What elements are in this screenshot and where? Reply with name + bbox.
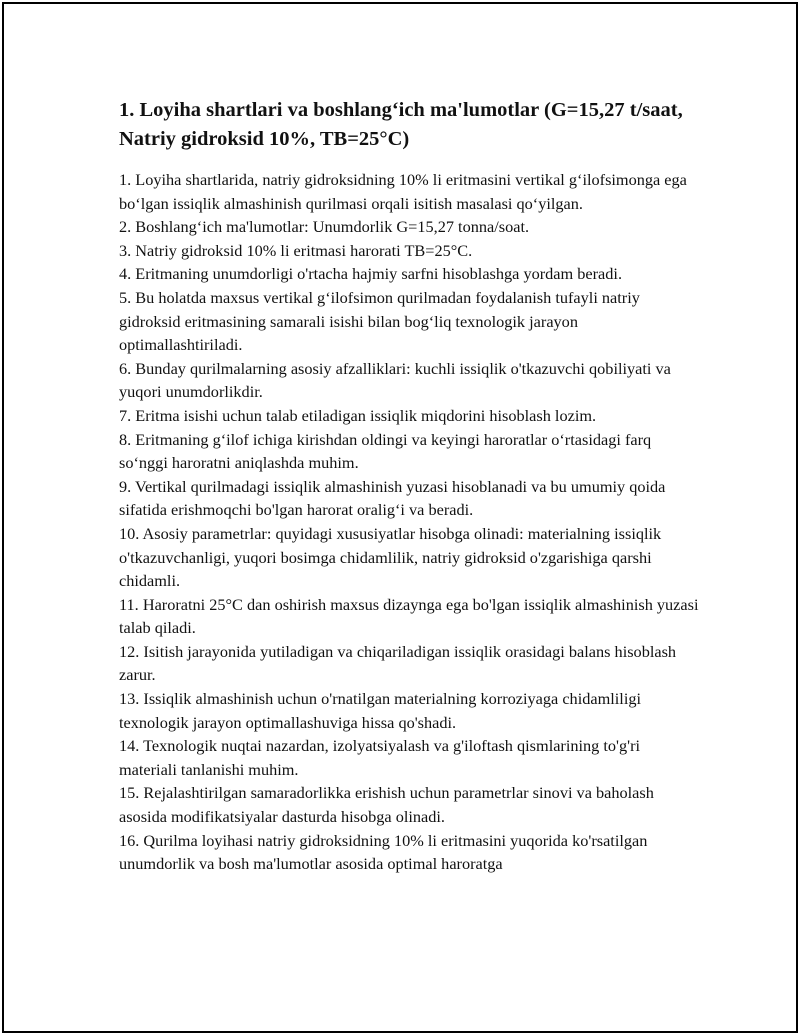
paragraph-13: 13. Issiqlik almashinish uchun o'rnatilgan materialning korroziyaga chidamliligi texnologik jarayon optimallashuviga hissa qo'shadi. xyxy=(119,689,642,732)
paragraph-15: 15. Rejalashtirilgan samaradorlikka erishish uchun parametrlar sinovi va baholash asosida modifikatsiyalar dasturda hisobga olinadi. xyxy=(119,783,654,827)
paragraph-11: 11. Haroratni 25°C dan oshirish maxsus dizaynga ega bo'lgan issiqlik almashinish yuzasi talab qiladi. xyxy=(119,594,699,638)
paragraph-3: 3. Natriy gidroksid 10% li eritmasi harorati TB=25°C. xyxy=(119,240,473,260)
document-content xyxy=(119,96,699,876)
paragraph-5: 5. Bu holatda maxsus vertikal g‘ilofsimon qurilmadan foydalanish tufayli natriy gidroksid eritmasining samarali isishi bilan bog‘liq texnologik jarayon optimallashtiriladi. xyxy=(119,287,640,355)
paragraph-7: 7. Eritma isishi uchun talab etiladigan issiqlik miqdorini hisoblash lozim. xyxy=(119,405,597,425)
paragraph-10: 10. Asosiy parametrlar: quyidagi xususiyatlar hisobga olinadi: materialning issiqlik o'tkazuvchanligi, yuqori bosimga chidamlilik, natriy gidroksid o'zgarishiga qarshi chidamli. xyxy=(119,523,662,591)
paragraph-1: 1. Loyiha shartlarida, natriy gidroksidning 10% li eritmasini vertikal g‘ilofsimonga ega bo‘lgan issiqlik almashinish qurilmasi orqali isitish masalasi qo‘yilgan. xyxy=(119,170,687,213)
paragraph-8: 8. Eritmaning g‘ilof ichiga kirishdan oldingi va keyingi haroratlar o‘rtasidagi farq so‘nggi haroratni aniqlashda muhim. xyxy=(119,429,652,473)
paragraph-6: 6. Bunday qurilmalarning asosiy afzalliklari: kuchli issiqlik o'tkazuvchi qobiliyati va yuqori unumdorlikdir. xyxy=(119,358,671,402)
paragraph-9: 9. Vertikal qurilmadagi issiqlik almashinish yuzasi hisoblanadi va bu umumiy qoida sifatida erishmoqchi bo'lgan harorat oralig‘i va beradi. xyxy=(119,476,666,520)
paragraph-4: 4. Eritmaning unumdorligi o'rtacha hajmiy sarfni hisoblashga yordam beradi. xyxy=(119,264,623,284)
section-heading: 1. Loyiha shartlari va boshlang‘ich ma'lumotlar (G=15,27 t/saat, Natriy gidroksid 10%, TB=25°C) xyxy=(119,99,683,150)
page-frame xyxy=(2,2,798,1033)
body-text xyxy=(119,168,699,876)
paragraph-2: 2. Boshlang‘ich ma'lumotlar: Unumdorlik G=15,27 tonna/soat. xyxy=(119,217,530,237)
paragraph-16: 16. Qurilma loyihasi natriy gidroksidning 10% li eritmasini yuqorida ko'rsatilgan unumdorlik va bosh ma'lumotlar asosida optimal haroratga xyxy=(119,830,648,874)
paragraph-14: 14. Texnologik nuqtai nazardan, izolyatsiyalash va g'iloftash qismlarining to'g'ri materiali tanlanishi muhim. xyxy=(119,736,641,779)
paragraph-12: 12. Isitish jarayonida yutiladigan va chiqariladigan issiqlik orasidagi balans hisoblash zarur. xyxy=(119,641,677,685)
